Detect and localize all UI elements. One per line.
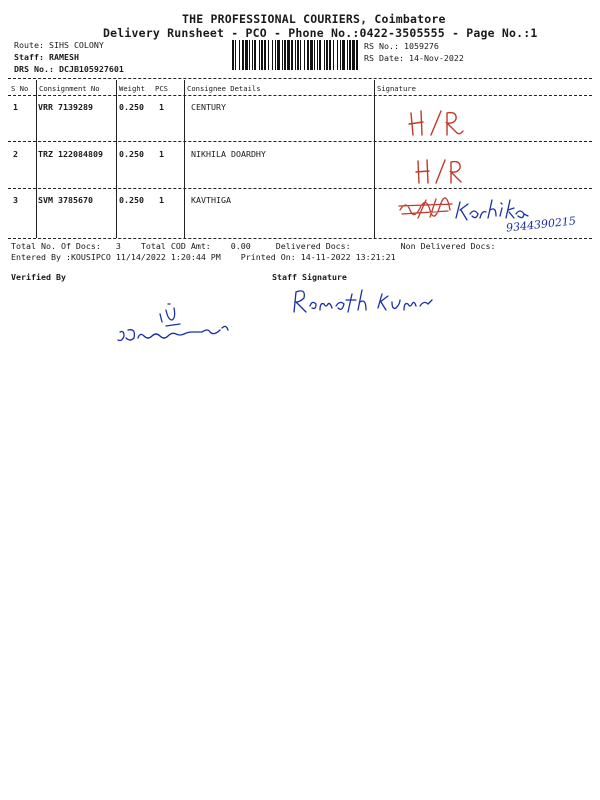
- staff-signature-hand: [288, 282, 438, 322]
- barcode-bar: [319, 40, 321, 70]
- barcode-bar: [261, 40, 263, 70]
- row-pcs: 1: [159, 195, 164, 205]
- barcode-bar: [337, 40, 338, 70]
- barcode-bar: [272, 40, 273, 70]
- col-header-consignment: Consignment No: [39, 84, 100, 93]
- barcode-bar: [275, 40, 276, 70]
- company-title: THE PROFESSIONAL COURIERS, Coimbatore: [182, 12, 446, 26]
- table-top-rule: [8, 78, 592, 79]
- row-sno: 2: [13, 149, 18, 159]
- col-divider: [184, 80, 185, 238]
- staff-label: Staff: RAMESH: [14, 52, 79, 62]
- totals-line: Total No. Of Docs: 3 Total COD Amt: 0.00 Delivered Docs: Non Delivered Docs:: [11, 241, 496, 251]
- staff-signature-label: Staff Signature: [272, 272, 347, 282]
- table-header-rule: [8, 95, 592, 96]
- barcode-bar: [349, 40, 351, 70]
- barcode-bar: [291, 40, 293, 70]
- signature-hr-mark: [412, 155, 468, 187]
- scribble-mark: [396, 196, 456, 222]
- barcode-bar: [254, 40, 256, 70]
- barcode-bar: [317, 40, 318, 70]
- barcode-bar: [235, 40, 236, 70]
- rs-date: RS Date: 14-Nov-2022: [364, 53, 464, 63]
- barcode-bar: [245, 40, 248, 70]
- barcode-bar: [259, 40, 260, 70]
- barcode-bar: [300, 40, 301, 70]
- col-divider: [116, 80, 117, 238]
- row-pcs: 1: [159, 149, 164, 159]
- row-consignment: VRR 7139289: [38, 102, 93, 112]
- col-header-consignee: Consignee Details: [187, 84, 261, 93]
- barcode-bar: [326, 40, 328, 70]
- barcode-bar: [356, 40, 358, 70]
- drs-number: DRS No.: DCJB105927601: [14, 64, 124, 74]
- barcode-bar: [333, 40, 334, 70]
- table-bottom-rule: [8, 238, 592, 239]
- rs-number: RS No.: 1059276: [364, 41, 439, 51]
- signature-hr-mark: [405, 105, 465, 139]
- barcode-bar: [324, 40, 325, 70]
- barcode-bar: [268, 40, 269, 70]
- barcode-bar: [242, 40, 244, 70]
- row-rule: [8, 188, 592, 189]
- barcode-bar: [347, 40, 348, 70]
- barcode-bar: [314, 40, 315, 70]
- runsheet-title: Delivery Runsheet - PCO - Phone No.:0422-3505555 - Page No.:1: [103, 26, 538, 40]
- col-divider: [36, 80, 37, 238]
- col-divider: [374, 80, 375, 238]
- col-header-sno: S No: [11, 84, 29, 93]
- row-consignment: TRZ 122084809: [38, 149, 103, 159]
- barcode-bar: [252, 40, 253, 70]
- barcode-bar: [249, 40, 250, 70]
- barcode-bar: [342, 40, 345, 70]
- barcode-bar: [277, 40, 280, 70]
- row-sno: 1: [13, 102, 18, 112]
- row-pcs: 1: [159, 102, 164, 112]
- route-label: Route: SIHS COLONY: [14, 40, 104, 50]
- verified-by-label: Verified By: [11, 272, 66, 282]
- barcode-image: [232, 40, 359, 70]
- row-consignment: SVM 3785670: [38, 195, 93, 205]
- verifier-signature: [110, 300, 240, 350]
- barcode-bar: [304, 40, 305, 70]
- row-consignee: CENTURY: [191, 102, 226, 112]
- barcode-bar: [282, 40, 283, 70]
- row-consignee: KAVTHIGA: [191, 195, 231, 205]
- barcode-bar: [287, 40, 290, 70]
- row-weight: 0.250: [119, 195, 144, 205]
- entered-by-line: Entered By :KOUSIPCO 11/14/2022 1:20:44 PM Printed On: 14-11-2022 13:21:21: [11, 252, 396, 262]
- barcode-bar: [264, 40, 266, 70]
- col-header-signature: Signature: [377, 84, 416, 93]
- row-rule: [8, 141, 592, 142]
- barcode-bar: [310, 40, 313, 70]
- row-weight: 0.250: [119, 102, 144, 112]
- row-consignee: NIKHILA DOARDHY: [191, 149, 266, 159]
- barcode-bar: [307, 40, 309, 70]
- barcode-bar: [284, 40, 286, 70]
- barcode-bar: [239, 40, 240, 70]
- col-header-pcs: PCS: [155, 84, 168, 93]
- barcode-bar: [295, 40, 296, 70]
- row-weight: 0.250: [119, 149, 144, 159]
- barcode-bar: [352, 40, 355, 70]
- col-header-weight: Weight: [119, 84, 145, 93]
- row-sno: 3: [13, 195, 18, 205]
- barcode-bar: [297, 40, 299, 70]
- barcode-bar: [340, 40, 341, 70]
- signature-phone: 9344390215: [505, 214, 577, 235]
- barcode-bar: [329, 40, 331, 70]
- barcode-bar: [232, 40, 234, 70]
